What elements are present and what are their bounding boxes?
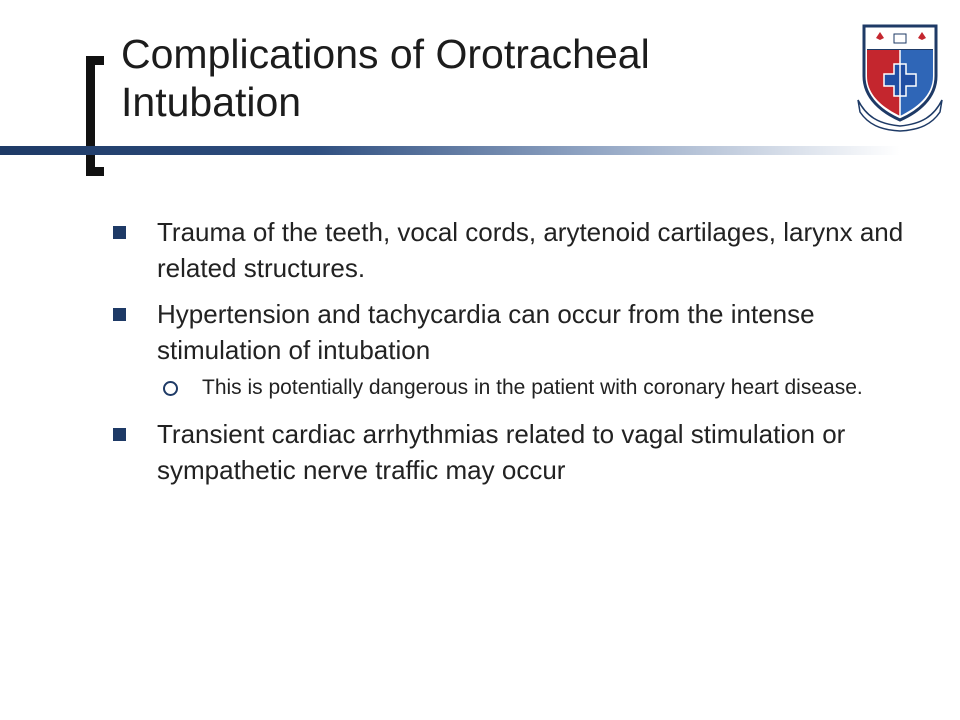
square-bullet-icon (113, 428, 126, 441)
slide-title-line-1: Complications of Orotracheal (121, 31, 650, 77)
sub-bullet-text: This is potentially dangerous in the patient with coronary heart disease. (202, 376, 863, 399)
bullet-text: Hypertension and tachycardia can occur from the intense stimulation of intubation (157, 299, 815, 365)
bullet-text: Trauma of the teeth, vocal cords, arytenoid cartilages, larynx and related structures. (157, 217, 904, 283)
bullet-list (110, 214, 910, 498)
square-bullet-icon (113, 308, 126, 321)
slide-title (121, 30, 801, 126)
slide-title-line-2: Intubation (121, 79, 302, 125)
title-underline-bar (0, 146, 900, 155)
circle-bullet-icon (163, 381, 178, 396)
list-item (110, 296, 910, 368)
list-item (110, 214, 910, 286)
sub-list-item (110, 372, 910, 404)
bullet-text: Transient cardiac arrhythmias related to vagal stimulation or sympathetic nerve traffic may occur (157, 419, 846, 485)
crest-shield-icon (856, 20, 944, 132)
title-bracket-decoration (86, 56, 104, 176)
list-item (110, 416, 910, 488)
square-bullet-icon (113, 226, 126, 239)
